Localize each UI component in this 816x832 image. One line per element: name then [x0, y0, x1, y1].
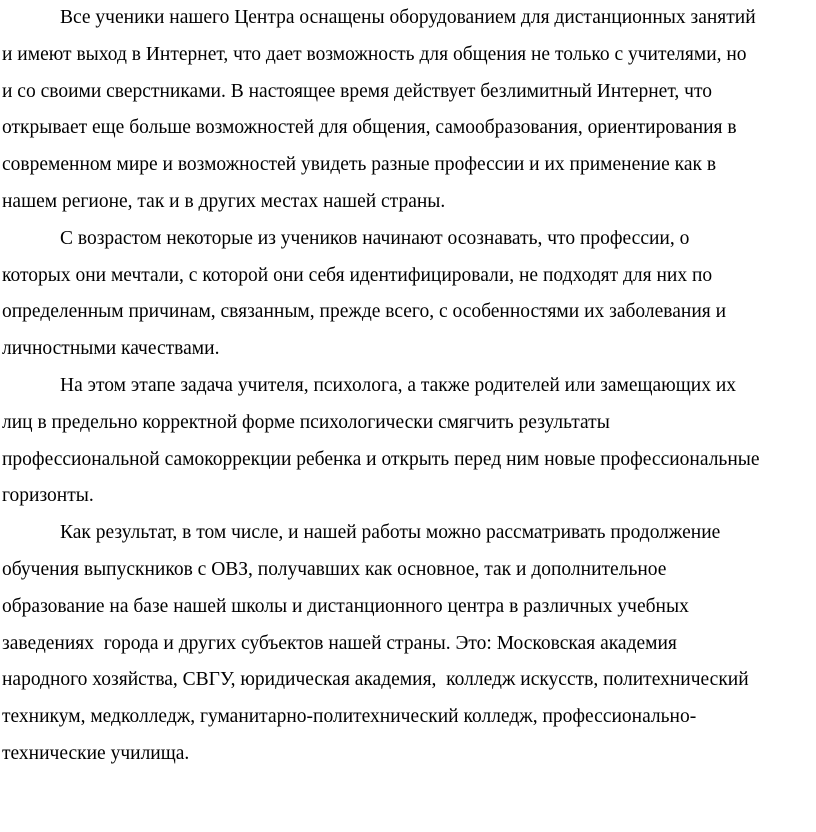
text-line: и со своими сверстниками. В настоящее время действует безлимитный Интернет, что: [2, 80, 712, 102]
text-line: Как результат, в том числе, и нашей работы можно рассматривать продолжение: [60, 522, 721, 544]
text-line: горизонты.: [2, 485, 94, 507]
text-line: которых они мечтали, с которой они себя идентифицировали, не подходят для них по: [2, 264, 713, 286]
paragraph-3: [2, 368, 812, 515]
text-line: техникум, медколледж, гуманитарно-политехнический колледж, профессионально-: [2, 706, 697, 728]
paragraph-2: [2, 221, 812, 368]
text-line: обучения выпускников с ОВЗ, получавших как основное, так и дополнительное: [2, 558, 667, 580]
text-line: лиц в предельно корректной форме психологически смягчить результаты: [2, 411, 610, 433]
text-line: образование на базе нашей школы и дистанционного центра в различных учебных: [2, 595, 689, 617]
text-line: профессиональной самокоррекции ребенка и открыть перед ним новые профессиональные: [2, 448, 760, 470]
paragraph-4: [2, 515, 812, 773]
text-line: современном мире и возможностей увидеть разные профессии и их применение как в: [2, 154, 717, 176]
paragraph-1: [2, 0, 812, 221]
text-line: На этом этапе задача учителя, психолога, а также родителей или замещающих их: [60, 374, 737, 396]
text-line: С возрастом некоторые из учеников начинают осознавать, что профессии, о: [60, 227, 690, 249]
text-line: народного хозяйства, СВГУ, юридическая академия, колледж искусств, политехнический: [2, 669, 749, 691]
text-line: и имеют выход в Интернет, что дает возможность для общения не только с учителями, но: [2, 43, 747, 65]
text-line: заведениях города и других субъектов нашей страны. Это: Московская академия: [2, 632, 677, 654]
text-line: нашем регионе, так и в других местах нашей страны.: [2, 190, 446, 212]
text-line: личностными качествами.: [2, 338, 220, 360]
text-line: Все ученики нашего Центра оснащены оборудованием для дистанционных занятий: [60, 7, 756, 28]
text-line: определенным причинам, связанным, прежде всего, с особенностями их заболевания и: [2, 301, 727, 323]
text-line: открывает еще больше возможностей для общения, самообразования, ориентирования в: [2, 117, 737, 139]
text-line: технические училища.: [2, 742, 190, 764]
